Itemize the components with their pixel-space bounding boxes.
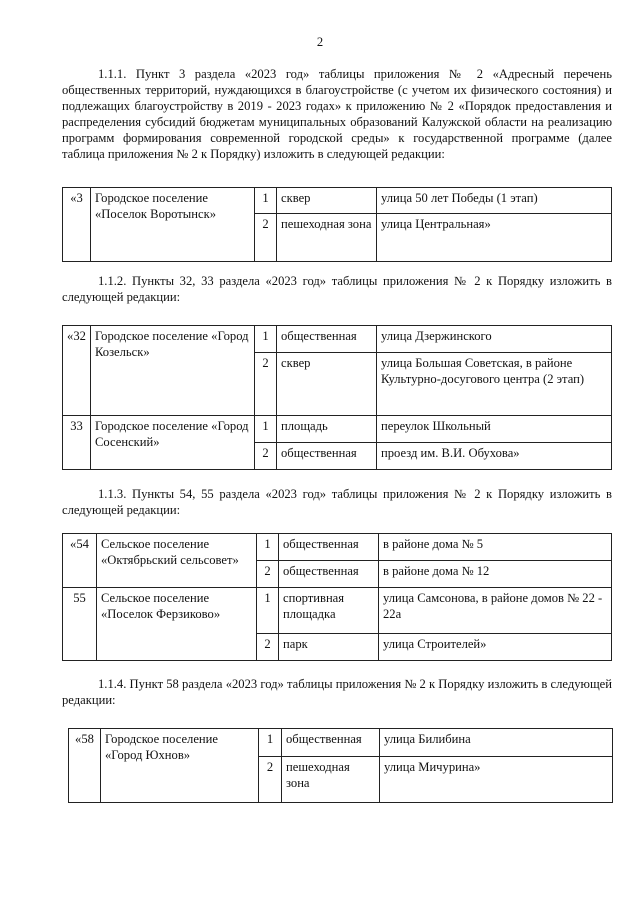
paragraph-1-1-1: 1.1.1. Пункт 3 раздела «2023 год» таблицы приложения № 2 «Адресный перечень общественных территорий, нуждающихся в благоустройстве (с учетом их физического состояния) и подлежащих благоустройству в 2019 - 2023 годах» к приложению № 2 «Порядок предоставления и распределения субсидий бюджетам муниципальных образований Калужской области на реализацию программ формирования современной городской среды» к государственной программе (далее таблица приложения № 2 к Порядку) изложить в следующей редакции:	[62, 67, 612, 161]
territory-type: сквер	[277, 353, 377, 416]
table-section-1	[62, 187, 612, 262]
item-number: 2	[257, 634, 279, 661]
item-number: 1	[257, 534, 279, 561]
territory-type: общественная	[279, 561, 379, 588]
table-row	[63, 416, 612, 443]
territory-type: общественная	[279, 534, 379, 561]
item-number: 1	[259, 729, 282, 757]
item-number: 1	[257, 588, 279, 634]
settlement-name: Городское поселение «Город Козельск»	[91, 326, 255, 416]
item-number: 1	[255, 326, 277, 353]
row-number: «58	[69, 729, 101, 803]
settlement-name: Городское поселение «Город Сосенский»	[91, 416, 255, 470]
item-number: 2	[255, 443, 277, 470]
row-number: «3	[63, 188, 91, 262]
paragraph-1-1-2: 1.1.2. Пункты 32, 33 раздела «2023 год» таблицы приложения № 2 к Порядку изложить в следующей редакции:	[62, 274, 612, 304]
territory-address: улица Большая Советская, в районе Культурно-досугового центра (2 этап)	[377, 353, 612, 416]
item-number: 2	[259, 757, 282, 803]
territory-type: общественная	[277, 443, 377, 470]
territory-address: в районе дома № 12	[379, 561, 612, 588]
table-section-2	[62, 325, 612, 470]
territory-address: улица Мичурина»	[380, 757, 613, 803]
table-row	[63, 534, 612, 561]
row-number: «32	[63, 326, 91, 416]
row-number: «54	[63, 534, 97, 588]
table-row	[69, 729, 613, 757]
item-number: 2	[255, 214, 277, 262]
table-section-4	[68, 728, 613, 803]
territory-type: пешеходная зона	[277, 214, 377, 262]
territory-address: улица Дзержинского	[377, 326, 612, 353]
table-section-3	[62, 533, 612, 661]
paragraph-1-1-4: 1.1.4. Пункт 58 раздела «2023 год» таблицы приложения № 2 к Порядку изложить в следующей редакции:	[62, 677, 612, 707]
settlement-name: Сельское поселение «Октябрьский сельсовет»	[97, 534, 257, 588]
territory-type: общественная	[282, 729, 380, 757]
territory-type: сквер	[277, 188, 377, 214]
territory-type: площадь	[277, 416, 377, 443]
table-row	[63, 188, 612, 214]
territory-address: улица Самсонова, в районе домов № 22 - 22а	[379, 588, 612, 634]
territory-address: улица Центральная»	[377, 214, 612, 262]
item-number: 2	[257, 561, 279, 588]
territory-address: в районе дома № 5	[379, 534, 612, 561]
page-number: 2	[316, 35, 324, 49]
table-row	[63, 326, 612, 353]
table-row	[63, 588, 612, 634]
territory-address: переулок Школьный	[377, 416, 612, 443]
territory-type: парк	[279, 634, 379, 661]
territory-address: улица 50 лет Победы (1 этап)	[377, 188, 612, 214]
item-number: 1	[255, 188, 277, 214]
territory-address: проезд им. В.И. Обухова»	[377, 443, 612, 470]
paragraph-1-1-3: 1.1.3. Пункты 54, 55 раздела «2023 год» таблицы приложения № 2 к Порядку изложить в следующей редакции:	[62, 487, 612, 517]
territory-address: улица Билибина	[380, 729, 613, 757]
row-number: 55	[63, 588, 97, 661]
settlement-name: Городское поселение «Поселок Воротынск»	[91, 188, 255, 262]
territory-type: общественная	[277, 326, 377, 353]
row-number: 33	[63, 416, 91, 470]
territory-type: пешеходная зона	[282, 757, 380, 803]
settlement-name: Городское поселение «Город Юхнов»	[101, 729, 259, 803]
territory-address: улица Строителей»	[379, 634, 612, 661]
territory-type: спортивная площадка	[279, 588, 379, 634]
settlement-name: Сельское поселение «Поселок Ферзиково»	[97, 588, 257, 661]
item-number: 1	[255, 416, 277, 443]
item-number: 2	[255, 353, 277, 416]
